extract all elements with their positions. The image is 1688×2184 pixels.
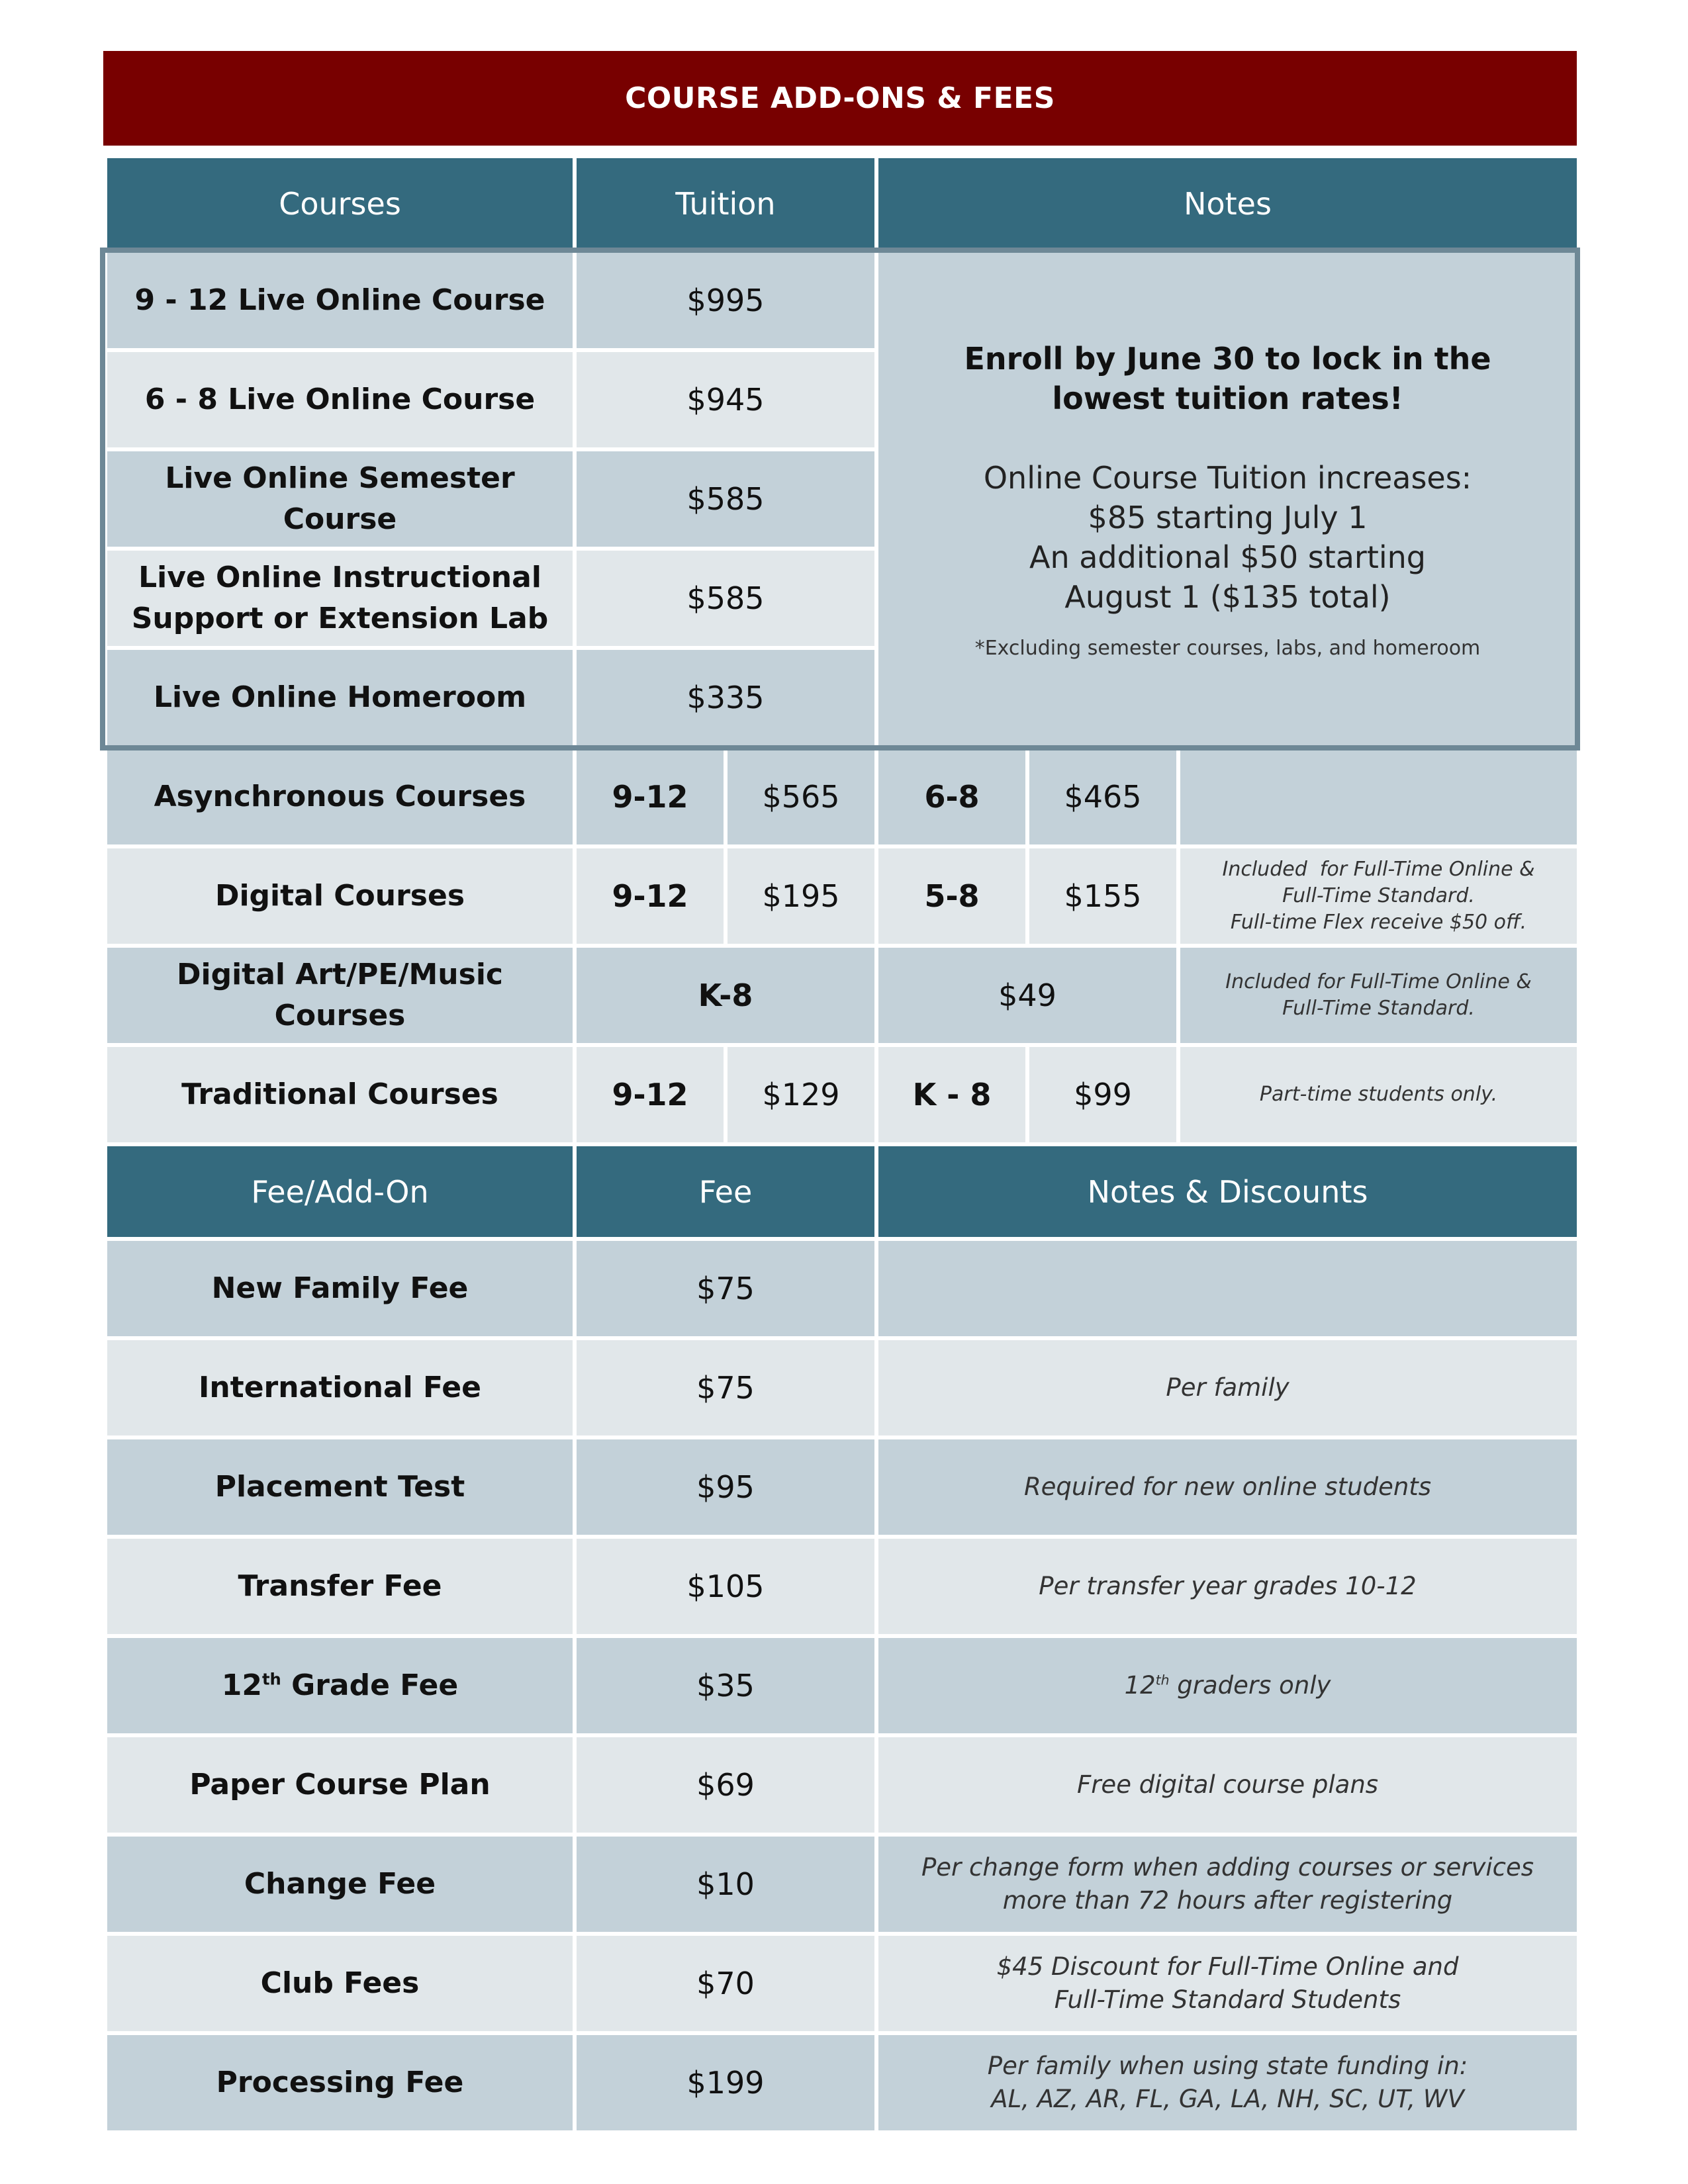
fee-note-number: 12 [1124, 1671, 1156, 1700]
course-price: $565 [726, 747, 876, 846]
fee-note [876, 1239, 1579, 1338]
fee-note-suffix: th [1155, 1672, 1170, 1688]
grade-range: 5-8 [876, 846, 1027, 946]
grade-range: 9-12 [575, 747, 726, 846]
courses-header-row [105, 156, 1579, 251]
fee-note-line-2: more than 72 hours after registering [1002, 1886, 1453, 1915]
fee-note [876, 2033, 1579, 2132]
fee-amount: $105 [575, 1537, 876, 1636]
fee-name: Club Fees [105, 1934, 575, 2033]
fee-note [876, 1934, 1579, 2033]
grade-range: 6-8 [876, 747, 1027, 846]
fee-name: Transfer Fee [105, 1537, 575, 1636]
header-notes: Notes [876, 156, 1579, 251]
course-name: Traditional Courses [105, 1045, 575, 1144]
table-row [105, 1735, 1579, 1835]
grade-range: 9-12 [575, 846, 726, 946]
header-notes-discounts: Notes & Discounts [876, 1144, 1579, 1239]
table-row [105, 747, 1579, 846]
live-notes-footnote: *Excluding semester courses, labs, and homeroom [974, 636, 1481, 660]
fees-header-row [105, 1144, 1579, 1239]
live-notes-cell [876, 251, 1579, 747]
live-notes-line-1: Online Course Tuition increases: [983, 459, 1472, 496]
fee-note-rest: graders only [1169, 1671, 1331, 1700]
fee-name: International Fee [105, 1338, 575, 1437]
fee-note: Per family [876, 1338, 1579, 1437]
course-note-line-1: Included for Full-Time Online & [1222, 858, 1535, 881]
live-notes-bold-2: lowest tuition rates! [1052, 380, 1403, 416]
course-name-line-1: Digital Art/PE/Music [176, 958, 503, 991]
header-fee: Fee [575, 1144, 876, 1239]
live-notes-bold-1: Enroll by June 30 to lock in the [964, 340, 1491, 377]
live-notes-line-4: August 1 ($135 total) [1064, 578, 1391, 615]
course-price: $585 [575, 449, 876, 549]
table-row [105, 846, 1579, 946]
fee-amount: $199 [575, 2033, 876, 2132]
fee-name-number: 12 [221, 1668, 262, 1702]
course-price: $465 [1027, 747, 1178, 846]
fee-note-line-2: Full-Time Standard Students [1054, 1985, 1401, 2014]
grade-range: 9-12 [575, 1045, 726, 1144]
course-note-line-2: Full-Time Standard. [1282, 997, 1475, 1020]
course-note [1178, 747, 1579, 846]
grade-range: K - 8 [876, 1045, 1027, 1144]
table-row [105, 1537, 1579, 1636]
grade-range: K-8 [575, 946, 876, 1045]
course-price: $49 [876, 946, 1178, 1045]
course-note-line-3: Full-time Flex receive $50 off. [1230, 911, 1527, 934]
live-notes-line-3: An additional $50 starting [1029, 539, 1427, 575]
header-courses: Courses [105, 156, 575, 251]
course-name: Asynchronous Courses [105, 747, 575, 846]
course-price: $99 [1027, 1045, 1178, 1144]
course-name: Live Online Homeroom [105, 648, 575, 747]
course-price: $155 [1027, 846, 1178, 946]
fee-name: Change Fee [105, 1835, 575, 1934]
fee-note [876, 1636, 1579, 1735]
table-row [105, 1934, 1579, 2033]
fee-name-suffix: th [262, 1670, 281, 1689]
course-note-line-1: Included for Full-Time Online & [1225, 970, 1532, 993]
table-row [105, 1045, 1579, 1144]
header-tuition: Tuition [575, 156, 876, 251]
fee-amount: $10 [575, 1835, 876, 1934]
course-price: $335 [575, 648, 876, 747]
course-name: 6 - 8 Live Online Course [105, 350, 575, 449]
fee-note-line-1: Per change form when adding courses or services [921, 1853, 1534, 1882]
page-title: COURSE ADD-ONS & FEES [103, 51, 1577, 146]
fee-note: Per transfer year grades 10-12 [876, 1537, 1579, 1636]
fee-name: Placement Test [105, 1437, 575, 1537]
course-name: 9 - 12 Live Online Course [105, 251, 575, 350]
table-row [105, 1835, 1579, 1934]
fee-name: Processing Fee [105, 2033, 575, 2132]
fee-amount: $69 [575, 1735, 876, 1835]
table-row [105, 1437, 1579, 1537]
fee-amount: $70 [575, 1934, 876, 2033]
course-name [105, 946, 575, 1045]
fee-note-line-1: Per family when using state funding in: [987, 2052, 1468, 2080]
table-row [105, 1636, 1579, 1735]
course-note: Part-time students only. [1178, 1045, 1579, 1144]
course-price: $945 [575, 350, 876, 449]
table-row [105, 1338, 1579, 1437]
course-name: Live Online Semester Course [105, 449, 575, 549]
fee-name: Paper Course Plan [105, 1735, 575, 1835]
fee-note-line-1: $45 Discount for Full-Time Online and [996, 1952, 1459, 1981]
live-notes-line-2: $85 starting July 1 [1088, 499, 1368, 535]
fees-table [103, 154, 1581, 2134]
table-row [105, 2033, 1579, 2132]
course-note [1178, 846, 1579, 946]
fee-note-line-2: AL, AZ, AR, FL, GA, LA, NH, SC, UT, WV [991, 2085, 1464, 2113]
title-gap [103, 146, 1577, 154]
fee-note [876, 1835, 1579, 1934]
table-row [105, 1239, 1579, 1338]
header-fee-addon: Fee/Add-On [105, 1144, 575, 1239]
fee-note: Required for new online students [876, 1437, 1579, 1537]
table-row [105, 251, 1579, 350]
fee-amount: $95 [575, 1437, 876, 1537]
fee-amount: $35 [575, 1636, 876, 1735]
course-name-line-2: Support or Extension Lab [131, 602, 549, 635]
fee-name: New Family Fee [105, 1239, 575, 1338]
fee-amount: $75 [575, 1338, 876, 1437]
table-row [105, 946, 1579, 1045]
fee-note: Free digital course plans [876, 1735, 1579, 1835]
fee-amount: $75 [575, 1239, 876, 1338]
course-name: Digital Courses [105, 846, 575, 946]
course-note-line-2: Full-Time Standard. [1282, 884, 1475, 907]
fee-name [105, 1636, 575, 1735]
course-price: $995 [575, 251, 876, 350]
course-name-line-2: Courses [274, 999, 406, 1032]
course-note [1178, 946, 1579, 1045]
fee-sheet [103, 51, 1577, 2134]
course-price: $195 [726, 846, 876, 946]
course-price: $129 [726, 1045, 876, 1144]
course-name-line-1: Live Online Instructional [138, 561, 541, 594]
fee-name-rest: Grade Fee [281, 1668, 459, 1702]
course-price: $585 [575, 549, 876, 648]
course-name [105, 549, 575, 648]
